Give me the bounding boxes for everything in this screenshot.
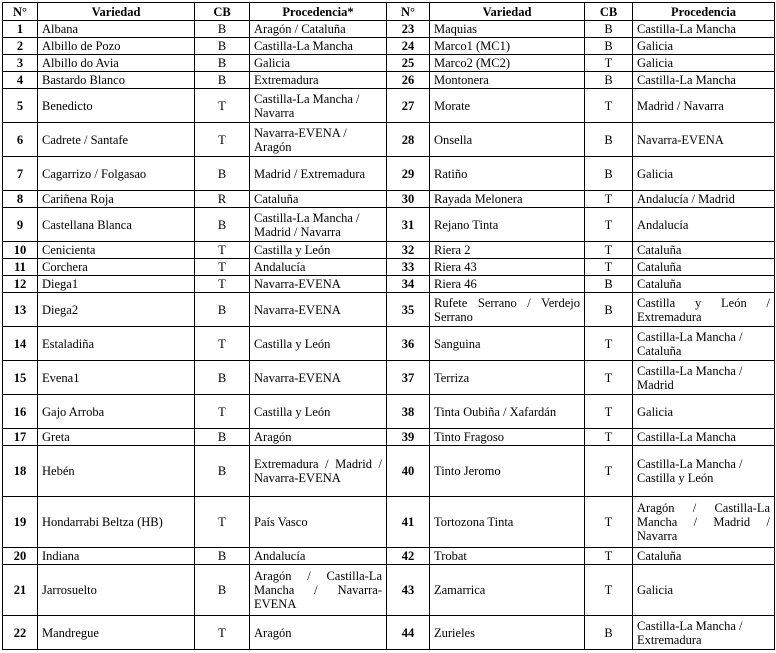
- origin-cell: Castilla-La Mancha / Castilla y León: [633, 446, 775, 497]
- variety-cell: Albillo de Pozo: [38, 38, 195, 55]
- variety-cell: Zamarrica: [430, 565, 585, 616]
- header-number-right: N°: [387, 3, 430, 21]
- origin-cell: Castilla y León: [250, 242, 387, 259]
- header-variety-left: Variedad: [38, 3, 195, 21]
- variety-cell: Rayada Melonera: [430, 191, 585, 208]
- variety-cell: Jarrosuelto: [38, 565, 195, 616]
- number-cell: 36: [387, 327, 430, 361]
- origin-cell: Cataluña: [633, 242, 775, 259]
- table-row: [3, 157, 775, 191]
- cb-cell: B: [195, 38, 250, 55]
- variety-cell: Cariñena Roja: [38, 191, 195, 208]
- variety-cell: Sanguina: [430, 327, 585, 361]
- cb-cell: B: [195, 361, 250, 395]
- origin-cell: País Vasco: [250, 497, 387, 548]
- variety-cell: Marco1 (MC1): [430, 38, 585, 55]
- cb-cell: T: [585, 361, 633, 395]
- table-row: [3, 38, 775, 55]
- variety-cell: Corchera: [38, 259, 195, 276]
- origin-cell: Galicia: [633, 55, 775, 72]
- cb-cell: B: [585, 157, 633, 191]
- origin-cell: Galicia: [250, 55, 387, 72]
- table-row: [3, 361, 775, 395]
- origin-cell: Madrid / Navarra: [633, 89, 775, 123]
- number-cell: 17: [3, 429, 38, 446]
- origin-cell: Castilla-La Mancha / Extremadura: [633, 616, 775, 650]
- variety-cell: Hondarrabi Beltza (HB): [38, 497, 195, 548]
- variety-cell: Ratiño: [430, 157, 585, 191]
- variety-cell: Riera 46: [430, 276, 585, 293]
- table-row: [3, 548, 775, 565]
- number-cell: 28: [387, 123, 430, 157]
- variety-cell: Hebén: [38, 446, 195, 497]
- cb-cell: T: [585, 548, 633, 565]
- variety-cell: Cadrete / Santafe: [38, 123, 195, 157]
- number-cell: 22: [3, 616, 38, 650]
- header-origin-right: Procedencia: [633, 3, 775, 21]
- table-row: [3, 616, 775, 650]
- cb-cell: T: [195, 395, 250, 429]
- header-row: [3, 3, 775, 21]
- cb-cell: T: [585, 497, 633, 548]
- origin-cell: Castilla-La Mancha: [633, 72, 775, 89]
- origin-cell: Andalucía: [633, 208, 775, 242]
- origin-cell: Castilla y León: [250, 395, 387, 429]
- cb-cell: T: [585, 446, 633, 497]
- table-row: [3, 208, 775, 242]
- origin-cell: Navarra-EVENA / Aragón: [250, 123, 387, 157]
- header-variety-right: Variedad: [430, 3, 585, 21]
- number-cell: 14: [3, 327, 38, 361]
- variety-cell: Estaladiña: [38, 327, 195, 361]
- origin-cell: Extremadura: [250, 72, 387, 89]
- number-cell: 42: [387, 548, 430, 565]
- variety-cell: Cagarrizo / Folgasao: [38, 157, 195, 191]
- table-row: [3, 89, 775, 123]
- origin-cell: Aragón / Castilla-La Mancha / Madrid / Navarra: [633, 497, 775, 548]
- table-row: [3, 446, 775, 497]
- variety-cell: Terriza: [430, 361, 585, 395]
- cb-cell: T: [195, 327, 250, 361]
- number-cell: 4: [3, 72, 38, 89]
- number-cell: 34: [387, 276, 430, 293]
- cb-cell: B: [195, 565, 250, 616]
- cb-cell: T: [195, 259, 250, 276]
- table-row: [3, 276, 775, 293]
- header-origin-left: Procedencia*: [250, 3, 387, 21]
- number-cell: 8: [3, 191, 38, 208]
- origin-cell: Galicia: [633, 38, 775, 55]
- variety-cell: Maquias: [430, 21, 585, 38]
- number-cell: 10: [3, 242, 38, 259]
- variety-cell: Evena1: [38, 361, 195, 395]
- cb-cell: B: [585, 21, 633, 38]
- cb-cell: B: [195, 446, 250, 497]
- number-cell: 15: [3, 361, 38, 395]
- table-row: [3, 21, 775, 38]
- variety-cell: Tinto Jeromo: [430, 446, 585, 497]
- number-cell: 26: [387, 72, 430, 89]
- cb-cell: B: [195, 55, 250, 72]
- origin-cell: Navarra-EVENA: [633, 123, 775, 157]
- variety-cell: Tinto Fragoso: [430, 429, 585, 446]
- table-row: [3, 55, 775, 72]
- number-cell: 12: [3, 276, 38, 293]
- origin-cell: Aragón / Castilla-La Mancha / Navarra-EVENA: [250, 565, 387, 616]
- number-cell: 41: [387, 497, 430, 548]
- variety-cell: Diega1: [38, 276, 195, 293]
- variety-cell: Tinta Oubiña / Xafardán: [430, 395, 585, 429]
- varieties-table: [2, 2, 775, 650]
- variety-cell: Marco2 (MC2): [430, 55, 585, 72]
- variety-cell: Greta: [38, 429, 195, 446]
- cb-cell: T: [585, 395, 633, 429]
- variety-cell: Bastardo Blanco: [38, 72, 195, 89]
- origin-cell: Aragón: [250, 616, 387, 650]
- variety-cell: Gajo Arroba: [38, 395, 195, 429]
- variety-cell: Onsella: [430, 123, 585, 157]
- number-cell: 31: [387, 208, 430, 242]
- number-cell: 19: [3, 497, 38, 548]
- cb-cell: B: [585, 276, 633, 293]
- origin-cell: Castilla-La Mancha / Navarra: [250, 89, 387, 123]
- cb-cell: R: [195, 191, 250, 208]
- header-number-left: N°: [3, 3, 38, 21]
- number-cell: 21: [3, 565, 38, 616]
- number-cell: 40: [387, 446, 430, 497]
- origin-cell: Cataluña: [250, 191, 387, 208]
- cb-cell: B: [195, 548, 250, 565]
- table-row: [3, 242, 775, 259]
- variety-cell: Albana: [38, 21, 195, 38]
- cb-cell: T: [585, 191, 633, 208]
- origin-cell: Aragón: [250, 429, 387, 446]
- cb-cell: B: [585, 38, 633, 55]
- variety-cell: Zurieles: [430, 616, 585, 650]
- table-row: [3, 497, 775, 548]
- number-cell: 16: [3, 395, 38, 429]
- cb-cell: T: [195, 89, 250, 123]
- header-cb-right: CB: [585, 3, 633, 21]
- number-cell: 37: [387, 361, 430, 395]
- cb-cell: T: [585, 242, 633, 259]
- origin-cell: Galicia: [633, 395, 775, 429]
- table-row: [3, 123, 775, 157]
- number-cell: 38: [387, 395, 430, 429]
- number-cell: 44: [387, 616, 430, 650]
- number-cell: 6: [3, 123, 38, 157]
- variety-cell: Trobat: [430, 548, 585, 565]
- origin-cell: Madrid / Extremadura: [250, 157, 387, 191]
- number-cell: 18: [3, 446, 38, 497]
- table-row: [3, 429, 775, 446]
- number-cell: 2: [3, 38, 38, 55]
- number-cell: 5: [3, 89, 38, 123]
- cb-cell: T: [195, 276, 250, 293]
- number-cell: 33: [387, 259, 430, 276]
- variety-cell: Morate: [430, 89, 585, 123]
- cb-cell: T: [195, 497, 250, 548]
- cb-cell: B: [585, 123, 633, 157]
- number-cell: 20: [3, 548, 38, 565]
- origin-cell: Galicia: [633, 157, 775, 191]
- cb-cell: B: [195, 157, 250, 191]
- origin-cell: Aragón / Cataluña: [250, 21, 387, 38]
- cb-cell: T: [585, 208, 633, 242]
- number-cell: 7: [3, 157, 38, 191]
- origin-cell: Andalucía / Madrid: [633, 191, 775, 208]
- number-cell: 30: [387, 191, 430, 208]
- table-row: [3, 327, 775, 361]
- origin-cell: Castilla y León / Extremadura: [633, 293, 775, 327]
- origin-cell: Castilla-La Mancha / Cataluña: [633, 327, 775, 361]
- cb-cell: T: [195, 123, 250, 157]
- variety-cell: Diega2: [38, 293, 195, 327]
- origin-cell: Galicia: [633, 565, 775, 616]
- cb-cell: T: [195, 242, 250, 259]
- origin-cell: Castilla y León: [250, 327, 387, 361]
- variety-cell: Castellana Blanca: [38, 208, 195, 242]
- table-row: [3, 259, 775, 276]
- origin-cell: Castilla-La Mancha / Madrid / Navarra: [250, 208, 387, 242]
- header-cb-left: CB: [195, 3, 250, 21]
- cb-cell: T: [585, 89, 633, 123]
- variety-cell: Cenicienta: [38, 242, 195, 259]
- cb-cell: B: [585, 72, 633, 89]
- variety-cell: Montonera: [430, 72, 585, 89]
- variety-cell: Benedicto: [38, 89, 195, 123]
- table-row: [3, 72, 775, 89]
- cb-cell: B: [195, 429, 250, 446]
- origin-cell: Navarra-EVENA: [250, 293, 387, 327]
- cb-cell: B: [195, 293, 250, 327]
- table-row: [3, 191, 775, 208]
- number-cell: 27: [387, 89, 430, 123]
- origin-cell: Castilla-La Mancha: [250, 38, 387, 55]
- origin-cell: Cataluña: [633, 548, 775, 565]
- origin-cell: Castilla-La Mancha / Madrid: [633, 361, 775, 395]
- origin-cell: Castilla-La Mancha: [633, 21, 775, 38]
- table-row: [3, 565, 775, 616]
- origin-cell: Navarra-EVENA: [250, 361, 387, 395]
- number-cell: 11: [3, 259, 38, 276]
- variety-cell: Rejano Tinta: [430, 208, 585, 242]
- number-cell: 3: [3, 55, 38, 72]
- number-cell: 25: [387, 55, 430, 72]
- cb-cell: B: [195, 21, 250, 38]
- number-cell: 32: [387, 242, 430, 259]
- number-cell: 24: [387, 38, 430, 55]
- cb-cell: B: [195, 72, 250, 89]
- cb-cell: B: [585, 616, 633, 650]
- variety-cell: Riera 43: [430, 259, 585, 276]
- variety-cell: Indiana: [38, 548, 195, 565]
- cb-cell: T: [585, 565, 633, 616]
- number-cell: 35: [387, 293, 430, 327]
- table-row: [3, 395, 775, 429]
- origin-cell: Andalucía: [250, 259, 387, 276]
- origin-cell: Cataluña: [633, 259, 775, 276]
- origin-cell: Cataluña: [633, 276, 775, 293]
- origin-cell: Andalucía: [250, 548, 387, 565]
- number-cell: 13: [3, 293, 38, 327]
- variety-cell: Mandregue: [38, 616, 195, 650]
- number-cell: 9: [3, 208, 38, 242]
- variety-cell: Albillo do Avia: [38, 55, 195, 72]
- origin-cell: Castilla-La Mancha: [633, 429, 775, 446]
- cb-cell: B: [585, 293, 633, 327]
- number-cell: 29: [387, 157, 430, 191]
- cb-cell: B: [195, 208, 250, 242]
- variety-cell: Riera 2: [430, 242, 585, 259]
- variety-cell: Rufete Serrano / Verdejo Serrano: [430, 293, 585, 327]
- cb-cell: T: [585, 429, 633, 446]
- cb-cell: T: [585, 327, 633, 361]
- table-row: [3, 293, 775, 327]
- number-cell: 39: [387, 429, 430, 446]
- cb-cell: T: [585, 55, 633, 72]
- variety-cell: Tortozona Tinta: [430, 497, 585, 548]
- origin-cell: Extremadura / Madrid / Navarra-EVENA: [250, 446, 387, 497]
- cb-cell: T: [195, 616, 250, 650]
- origin-cell: Navarra-EVENA: [250, 276, 387, 293]
- number-cell: 1: [3, 21, 38, 38]
- number-cell: 23: [387, 21, 430, 38]
- cb-cell: T: [585, 259, 633, 276]
- number-cell: 43: [387, 565, 430, 616]
